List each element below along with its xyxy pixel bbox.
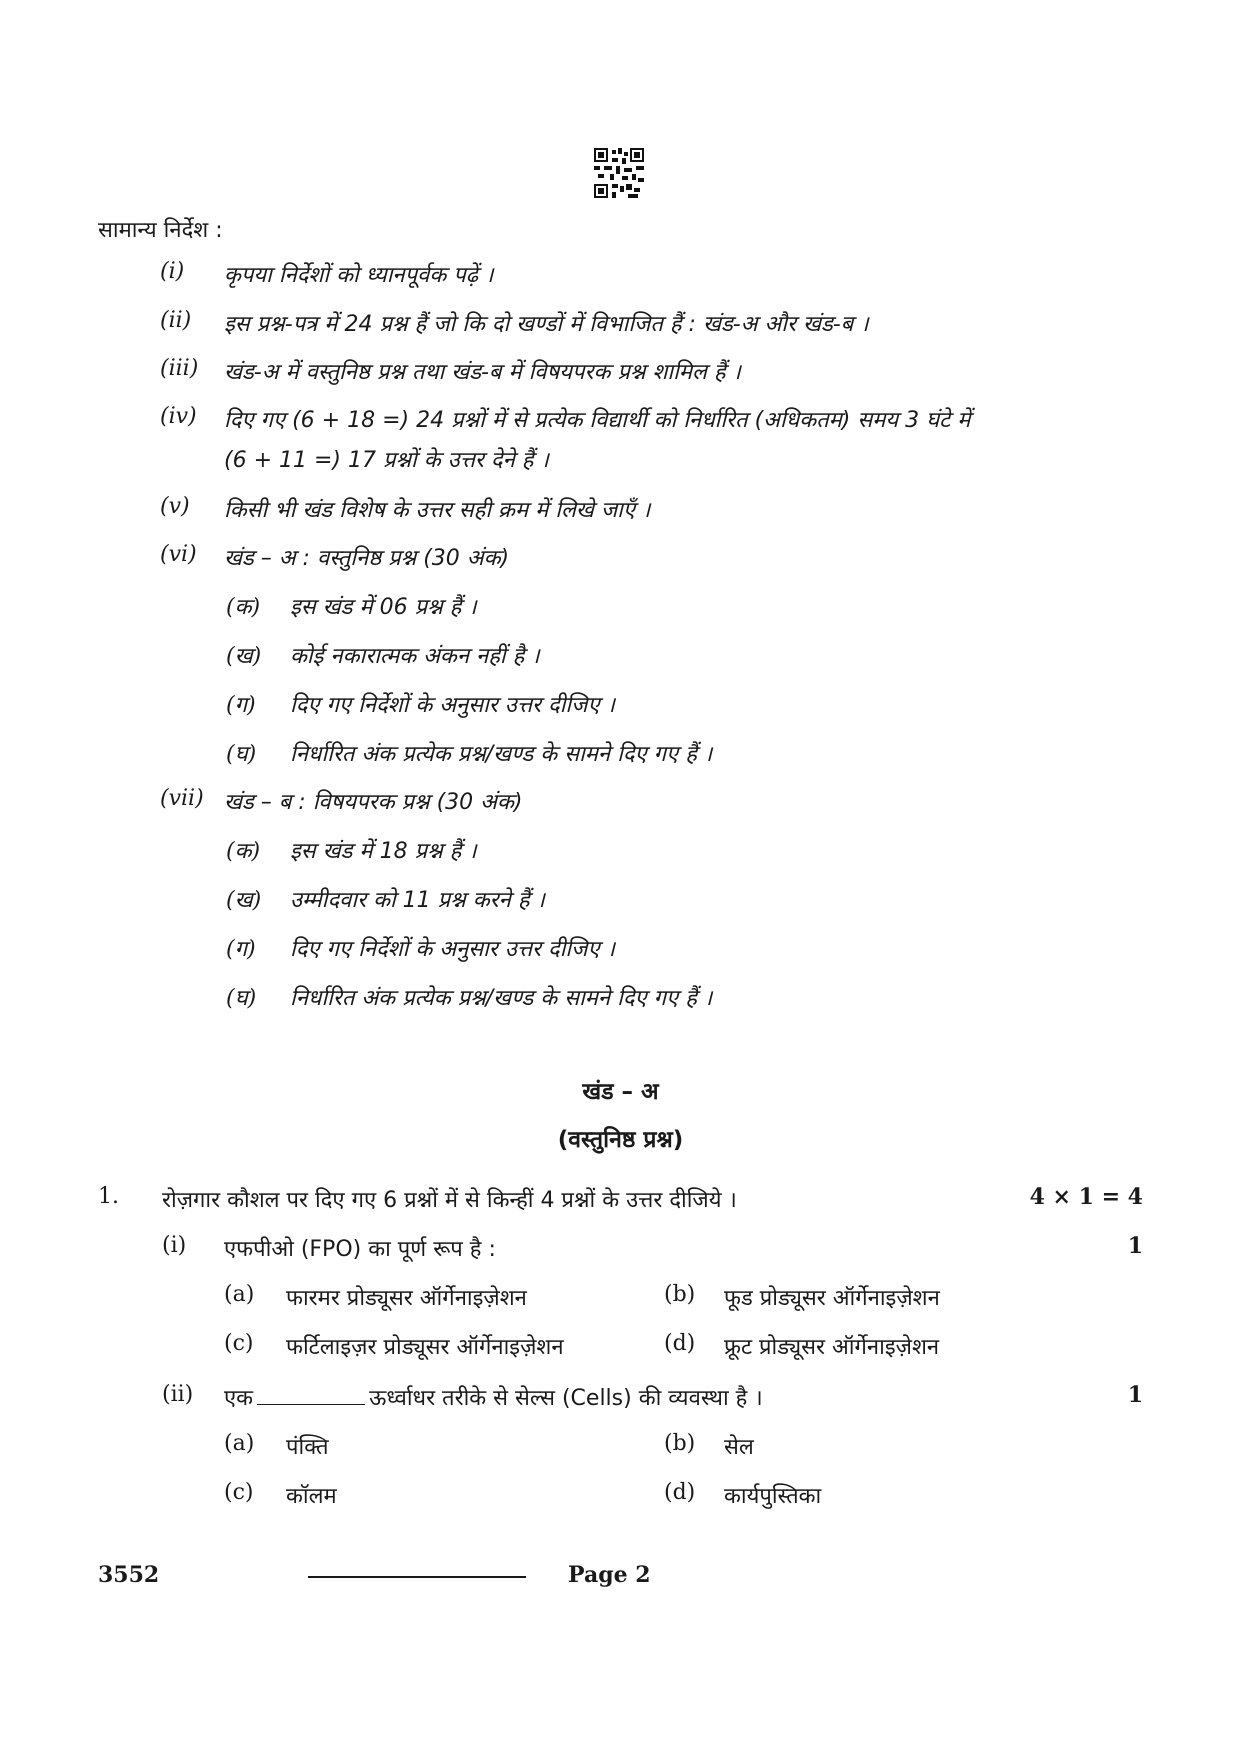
sub-instruction-text: निर्धारित अंक प्रत्येक प्रश्न/खण्ड के सामने दिए गए हैं । xyxy=(290,742,713,767)
qr-code-icon xyxy=(594,148,644,198)
instruction-text: किसी भी खंड विशेष के उत्तर सही क्रम में लिखे जाएँ । xyxy=(224,498,651,523)
instruction-text-continued: (6 + 11 =) 17 प्रश्नों के उत्तर देने हैं । xyxy=(224,448,549,473)
question-number: 1. xyxy=(98,1184,119,1209)
option-text: फर्टिलाइज़र प्रोड्यूसर ऑर्गेनाइज़ेशन xyxy=(286,1335,564,1360)
instruction-text: इस प्रश्न-पत्र में 24 प्रश्न हैं जो कि दो खण्डों में विभाजित हैं : खंड-अ और खंड-ब । xyxy=(224,312,869,337)
question-marks: 4 × 1 = 4 xyxy=(1029,1184,1143,1210)
option-label: (d) xyxy=(664,1331,696,1356)
sub-instruction-text: दिए गए निर्देशों के अनुसार उत्तर दीजिए । xyxy=(290,937,615,962)
option-text: सेल xyxy=(724,1435,754,1460)
option-text: फारमर प्रोड्यूसर ऑर्गेनाइज़ेशन xyxy=(286,1286,527,1311)
instruction-text: खंड – अ : वस्तुनिष्ठ प्रश्न (30 अंक) xyxy=(224,546,510,571)
option-text: फ्रूट प्रोड्यूसर ऑर्गेनाइज़ेशन xyxy=(724,1335,940,1360)
instruction-text: खंड-अ में वस्तुनिष्ठ प्रश्न तथा खंड-ब में विषयपरक प्रश्न शामिल हैं । xyxy=(224,360,741,385)
fill-in-blank xyxy=(257,1386,365,1405)
instruction-number: (iv) xyxy=(160,404,197,429)
footer-divider xyxy=(308,1576,526,1578)
sub-instruction-text: कोई नकारात्मक अंकन नहीं है । xyxy=(290,644,540,669)
sub-instruction-number: (ख) xyxy=(226,644,262,669)
sub-question-marks: 1 xyxy=(1127,1382,1143,1408)
sub-instruction-number: (क) xyxy=(226,595,261,620)
instruction-number: (v) xyxy=(160,494,190,519)
instruction-text: दिए गए (6 + 18 =) 24 प्रश्नों में से प्रत्येक विद्यार्थी को निर्धारित (अधिकतम) समय 3 घंटे में xyxy=(224,408,971,433)
option-label: (c) xyxy=(224,1331,254,1356)
instruction-number: (vi) xyxy=(160,542,197,567)
option-label: (b) xyxy=(664,1282,696,1307)
option-text: कॉलम xyxy=(286,1484,337,1509)
sub-question-number: (i) xyxy=(162,1233,187,1258)
option-label: (a) xyxy=(224,1431,255,1456)
option-label: (d) xyxy=(664,1480,696,1505)
sub-instruction-number: (क) xyxy=(226,839,261,864)
instruction-number: (vii) xyxy=(160,786,204,811)
instruction-number: (ii) xyxy=(160,308,192,333)
sub-question-text: एफपीओ (FPO) का पूर्ण रूप है : xyxy=(224,1237,496,1262)
paper-code: 3552 xyxy=(98,1562,160,1588)
option-label: (a) xyxy=(224,1282,255,1307)
sub-question-text xyxy=(224,1382,763,1412)
option-text: पंक्ति xyxy=(286,1435,329,1460)
instruction-number: (i) xyxy=(160,259,185,284)
general-instructions-heading: सामान्य निर्देश : xyxy=(98,218,223,243)
sub-instruction-number: (घ) xyxy=(226,742,257,767)
sub-instruction-text: उम्मीदवार को 11 प्रश्न करने हैं । xyxy=(290,888,545,913)
option-text: कार्यपुस्तिका xyxy=(724,1484,822,1509)
instruction-text: खंड – ब : विषयपरक प्रश्न (30 अंक) xyxy=(224,790,523,815)
question-text: रोज़गार कौशल पर दिए गए 6 प्रश्नों में से किन्हीं 4 प्रश्नों के उत्तर दीजिये । xyxy=(162,1188,737,1213)
section-subtitle: (वस्तुनिष्ठ प्रश्न) xyxy=(557,1127,684,1153)
sub-instruction-text: इस खंड में 06 प्रश्न हैं । xyxy=(290,595,477,620)
option-text: फूड प्रोड्यूसर ऑर्गेनाइज़ेशन xyxy=(724,1286,940,1311)
sub-question-text-after: ऊर्ध्वाधर तरीके से सेल्स (Cells) की व्यवस्था है । xyxy=(369,1386,763,1411)
instruction-text: कृपया निर्देशों को ध्यानपूर्वक पढ़ें । xyxy=(224,263,494,288)
sub-instruction-text: दिए गए निर्देशों के अनुसार उत्तर दीजिए । xyxy=(290,693,615,718)
sub-question-marks: 1 xyxy=(1127,1233,1143,1259)
sub-instruction-number: (ग) xyxy=(226,937,256,962)
instruction-number: (iii) xyxy=(160,356,199,381)
sub-instruction-text: निर्धारित अंक प्रत्येक प्रश्न/खण्ड के सामने दिए गए हैं । xyxy=(290,986,713,1011)
sub-instruction-text: इस खंड में 18 प्रश्न हैं । xyxy=(290,839,477,864)
section-title: खंड – अ xyxy=(582,1079,659,1105)
sub-instruction-number: (घ) xyxy=(226,986,257,1011)
sub-instruction-number: (ग) xyxy=(226,693,256,718)
sub-question-number: (ii) xyxy=(162,1382,194,1407)
option-label: (c) xyxy=(224,1480,254,1505)
sub-question-text-before: एक xyxy=(224,1386,254,1411)
sub-instruction-number: (ख) xyxy=(226,888,262,913)
option-label: (b) xyxy=(664,1431,696,1456)
page-number: Page 2 xyxy=(568,1562,651,1588)
